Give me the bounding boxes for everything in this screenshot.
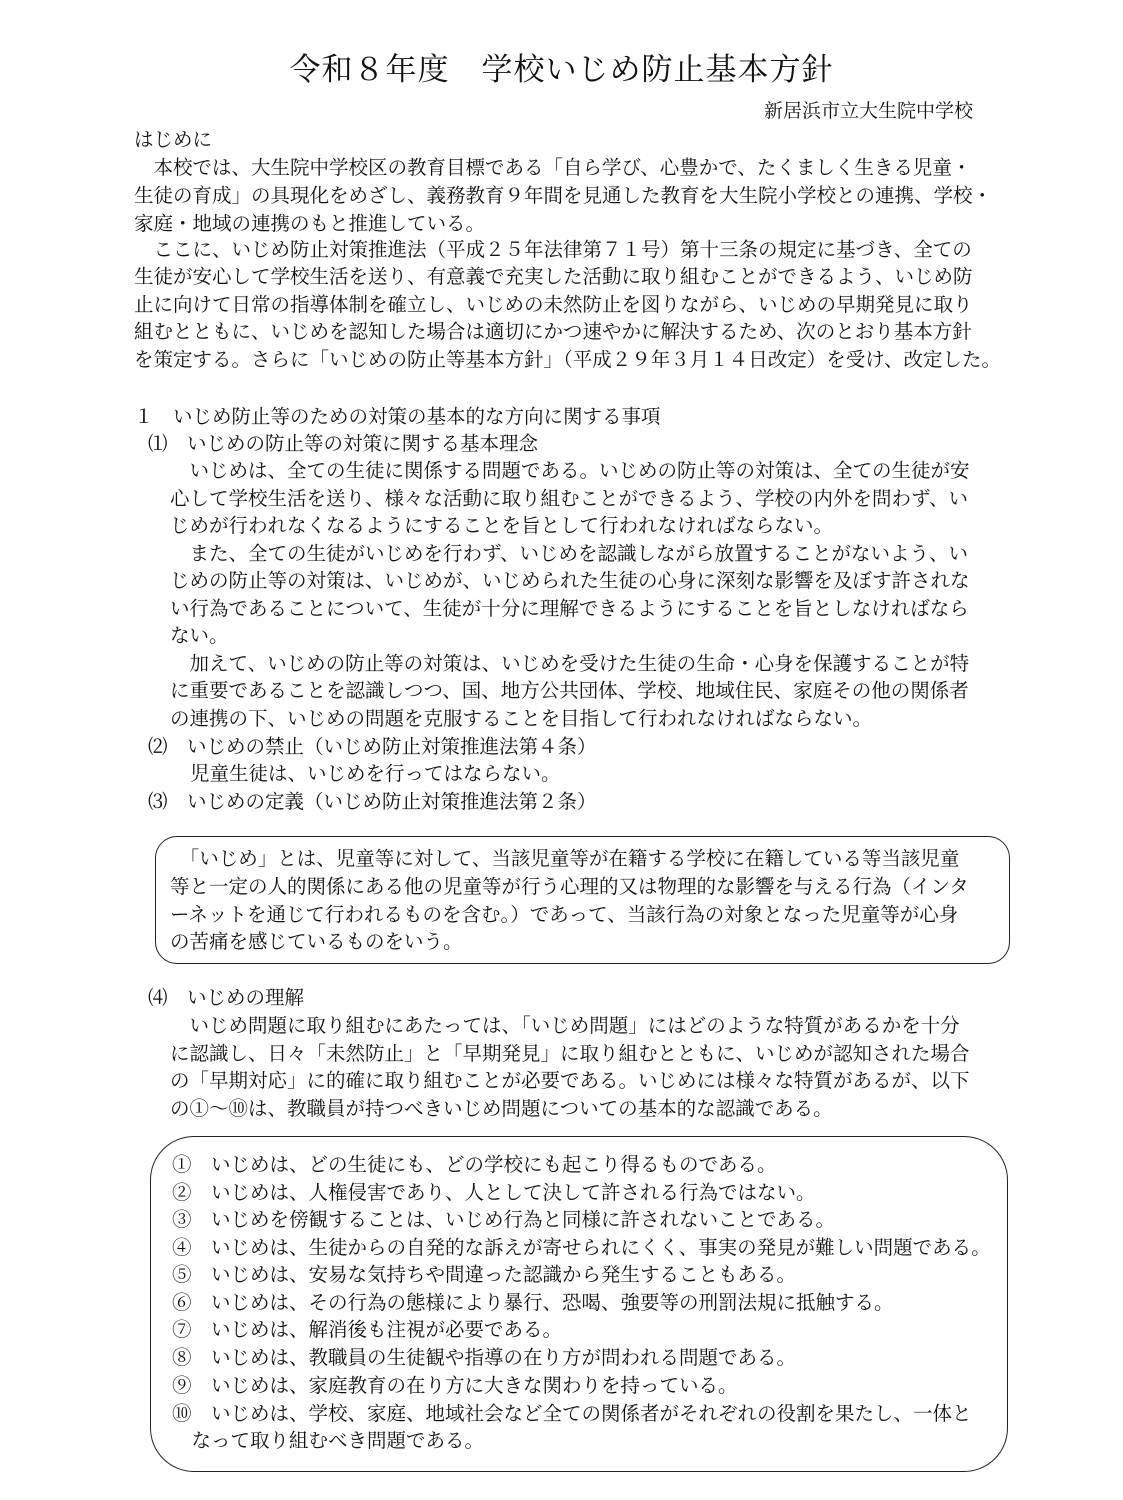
intro-line: ここに、いじめ防止対策推進法（平成２５年法律第７１号）第十三条の規定に基づき、全ての [134,238,972,261]
intro-line: 組むとともに、いじめを認知した場合は適切にかつ速やかに解決するため、次のとおり基本方針 [134,320,972,343]
recognition-item: ③ いじめを傍観することは、いじめ行為と同様に許されないことである。 [172,1208,836,1231]
intro-line: 家庭・地域の連携のもと推進している。 [134,212,486,235]
body-line: 児童生徒は、いじめを行ってはならない。 [190,762,561,785]
recognition-item: ② いじめは、人権侵害であり、人として決して許される行為ではない。 [172,1181,816,1204]
body-line: い行為であることについて、生徒が十分に理解できるようにすることを旨としなければなら [170,597,969,620]
subsection-heading: ⑴ いじめの防止等の対策に関する基本理念 [148,432,539,455]
body-line: じめが行われなくなるようにすることを旨として行われなければならない。 [170,514,834,537]
recognition-item: ④ いじめは、生徒からの自発的な訴えが寄せられにくく、事実の発見が難しい問題である。 [172,1236,991,1259]
intro-line: 止に向けて日常の指導体制を確立し、いじめの未然防止を図りながら、いじめの早期発見に取り [134,293,973,316]
intro-line: 本校では、大生院中学校区の教育目標である「自ら学び、心豊かで、たくましく生きる児童・ [134,156,972,179]
body-line: の「早期対応」に的確に取り組むことが必要である。いじめには様々な特質があるが、以下 [170,1069,970,1092]
body-line: 加えて、いじめの防止等の対策は、いじめを受けた生徒の生命・心身を保護することが特 [170,652,970,675]
section-heading: １ いじめ防止等のための対策の基本的な方向に関する事項 [134,405,661,428]
intro-line: 生徒が安心して学校生活を送り、有意義で充実した活動に取り組むことができるよう、いじめ防 [134,265,973,288]
body-line: の連携の下、いじめの問題を克服することを目指して行われなければならない。 [170,707,873,730]
body-line: ない。 [170,624,229,647]
body-line: に認識し、日々「未然防止」と「早期発見」に取り組むとともに、いじめが認知された場合 [170,1042,970,1065]
recognition-item: ⑨ いじめは、家庭教育の在り方に大きな関わりを持っている。 [172,1374,738,1397]
intro-line: 生徒の育成」の具現化をめざし、義務教育９年間を見通した教育を大生院小学校との連携、学校・ [134,184,993,207]
school-name: 新居浜市立大生院中学校 [763,100,973,122]
subsection-heading: ⑵ いじめの禁止（いじめ防止対策推進法第４条） [148,735,597,758]
definition-line: の苦痛を感じているものをいう。 [170,930,463,953]
subsection-heading: ⑷ いじめの理解 [148,986,305,1009]
recognition-item: ⑥ いじめは、その行為の態様により暴行、恐喝、強要等の刑罰法規に抵触する。 [172,1291,894,1314]
definition-line: 等と一定の人的関係にある他の児童等が行う心理的又は物理的な影響を与える行為（インタ [170,875,969,898]
recognition-item: ① いじめは、どの生徒にも、どの学校にも起こり得るものである。 [172,1153,777,1176]
body-line: に重要であることを認識しつつ、国、地方公共団体、学校、地域住民、家庭その他の関係者 [170,679,969,702]
recognition-item: ⑦ いじめは、解消後も注視が必要である。 [172,1318,563,1341]
page-title: 令和８年度 学校いじめ防止基本方針 [289,52,834,88]
definition-line: ーネットを通じて行われるものを含む。）であって、当該行為の対象となった児童等が心身 [170,903,959,926]
recognition-item: ⑩ いじめは、学校、家庭、地域社会など全ての関係者がそれぞれの役割を果たし、一体と [172,1402,972,1425]
intro-line: を策定する。さらに「いじめの防止等基本方針」（平成２９年３月１４日改定）を受け、改定した。 [134,348,1001,371]
definition-line: 「いじめ」とは、児童等に対して、当該児童等が在籍する学校に在籍している等当該児童 [170,847,960,870]
body-line: いじめは、全ての生徒に関係する問題である。いじめの防止等の対策は、全ての生徒が安 [170,459,970,482]
body-line: いじめ問題に取り組むにあたっては、「いじめ問題」にはどのような特質があるかを十分 [170,1014,960,1037]
recognition-item: ⑧ いじめは、教職員の生徒観や指導の在り方が問われる問題である。 [172,1346,797,1369]
recognition-item: なって取り組むべき問題である。 [172,1429,485,1452]
body-line: 心して学校生活を送り、様々な活動に取り組むことができるよう、学校の内外を問わず、い [170,487,968,510]
intro-heading: はじめに [134,128,213,151]
body-line: また、全ての生徒がいじめを行わず、いじめを認識しながら放置することがないよう、い [170,542,968,565]
body-line: じめの防止等の対策は、いじめが、いじめられた生徒の心身に深刻な影響を及ぼす許されな [170,569,970,592]
body-line: の①～⑩は、教職員が持つべきいじめ問題についての基本的な認識である。 [170,1097,833,1120]
recognition-item: ⑤ いじめは、安易な気持ちや間違った認識から発生することもある。 [172,1263,797,1286]
subsection-heading: ⑶ いじめの定義（いじめ防止対策推進法第２条） [148,790,597,813]
